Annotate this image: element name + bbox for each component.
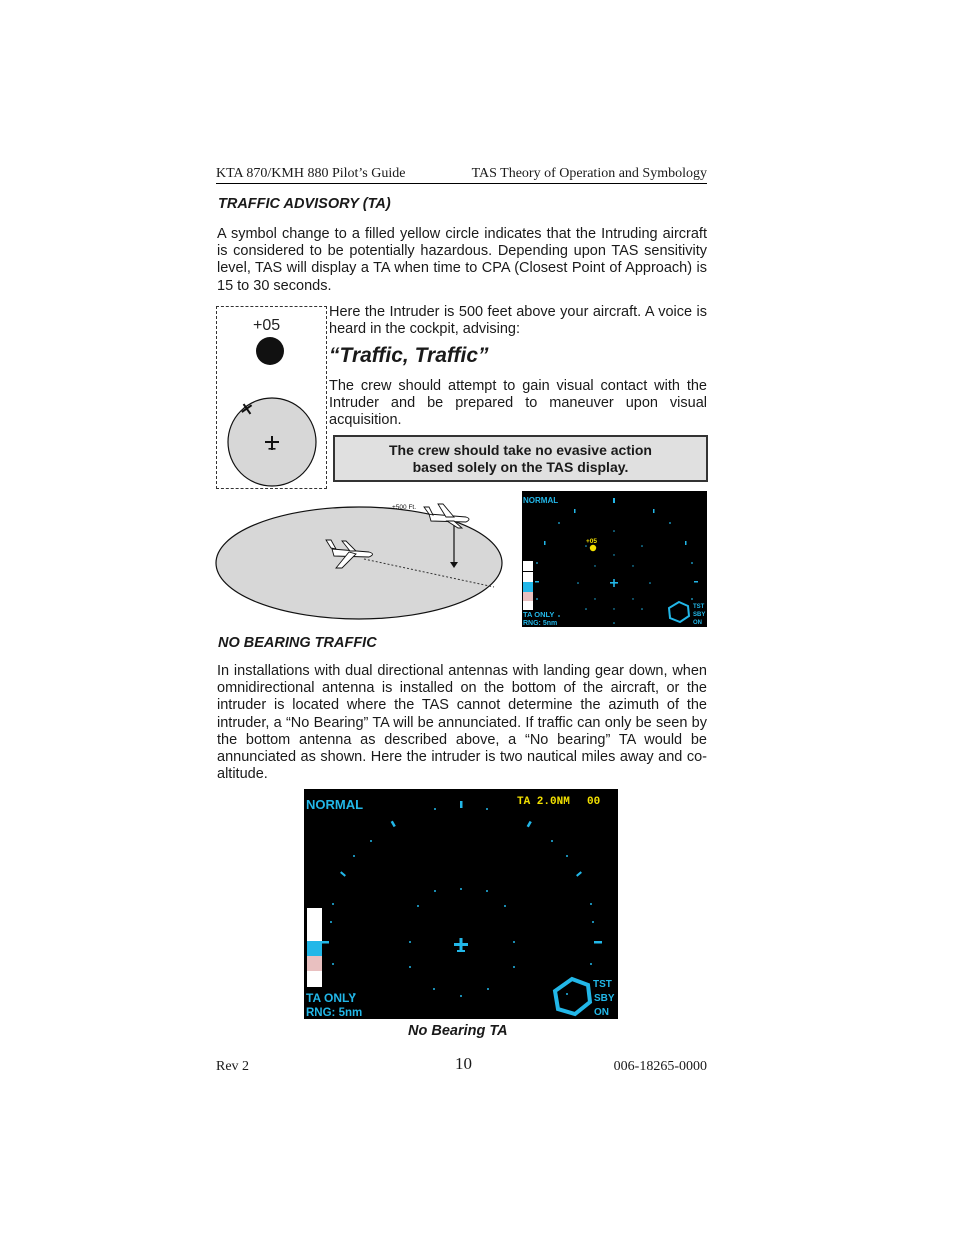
geometry-svg: [214, 494, 506, 624]
small-own-aircraft-icon: [610, 579, 618, 587]
ta-symbol-svg: [217, 307, 326, 488]
large-ta-only: TA ONLY: [306, 991, 357, 1005]
large-hex-knob: [555, 979, 590, 1014]
large-range-ring-dots: [321, 801, 602, 997]
small-tst: TST: [693, 604, 705, 610]
large-ta-label: TA 2.0NM: [517, 796, 570, 808]
large-tst: TST: [593, 979, 612, 990]
header-rule: [216, 183, 707, 184]
small-sby: SBY: [693, 612, 706, 618]
header-left: KTA 870/KMH 880 Pilot’s Guide: [216, 166, 406, 181]
ta-filled-circle: [256, 337, 284, 365]
large-sby: SBY: [594, 993, 615, 1004]
intruder-geometry-diagram: [214, 494, 506, 624]
intro-text: Here the Intruder is 500 feet above your aircraft. A voice is heard in the cockpit, advising:: [329, 304, 707, 338]
footer-doc-number: 006-18265-0000: [613, 1059, 707, 1074]
small-intruder-label: +05: [586, 538, 598, 545]
header-right: TAS Theory of Operation and Symbology: [471, 166, 707, 181]
large-tas-display: [304, 789, 618, 1019]
ta-altitude-label: +05: [253, 317, 281, 334]
section-heading-ta: TRAFFIC ADVISORY (TA): [218, 196, 391, 212]
section-heading-no-bearing: NO BEARING TRAFFIC: [218, 635, 377, 651]
small-ta-only: TA ONLY: [523, 610, 555, 619]
small-range: RNG: 5nm: [523, 620, 558, 627]
altitude-difference-label: +500 Ft.: [392, 504, 417, 511]
small-on: ON: [693, 620, 702, 626]
no-bearing-paragraph: In installations with dual directional antennas with landing gear down, when omnidirectional antenna is installed on the bottom of the aircraft, or the intruder is located where the TAS cannot determine the azimuth of the intruder, a “No Bearing” TA will be annunciated. If traffic can only be seen by the bottom antenna as described above, a “No bearing” TA would be annunciated as shown. Here the intruder is two nautical miles away and co-altitude.: [217, 663, 707, 783]
large-ta-alt: 00: [587, 796, 601, 808]
large-on: ON: [594, 1007, 609, 1018]
page-number: 10: [455, 1054, 472, 1073]
large-range: RNG: 5nm: [306, 1007, 363, 1019]
caution-line-1: The crew should take no evasive action: [389, 442, 652, 458]
small-mode-label: NORMAL: [523, 496, 559, 505]
large-display-svg: [304, 789, 618, 1019]
caution-line-2: based solely on the TAS display.: [412, 459, 629, 475]
large-mode-buttons: [307, 908, 322, 987]
small-tas-display: [522, 491, 707, 627]
figure-caption: No Bearing TA: [408, 1023, 508, 1039]
small-mode-buttons: [523, 561, 533, 610]
large-mode-label: NORMAL: [306, 797, 364, 812]
airspace-ellipse: [216, 507, 502, 619]
ta-symbol-figure: [216, 306, 327, 489]
large-own-aircraft-icon: [454, 938, 468, 952]
caution-box: [333, 435, 708, 482]
traffic-advisory-callout: “Traffic, Traffic”: [329, 344, 489, 367]
ta-paragraph: A symbol change to a filled yellow circle indicates that the Intruding aircraft is considered to be potentially hazardous. Depending upon TAS sensitivity level, TAS will display a TA when time to CPA (Closest Point of Approach) is 15 to 30 seconds.: [217, 226, 707, 294]
footer-revision: Rev 2: [216, 1059, 250, 1074]
crew-text: The crew should attempt to gain visual contact with the Intruder and be prepared to maneuver upon visual acquisition.: [329, 378, 707, 429]
small-hex-knob: [669, 602, 689, 622]
small-ta-circle: [590, 545, 596, 551]
small-display-svg: [522, 491, 707, 627]
